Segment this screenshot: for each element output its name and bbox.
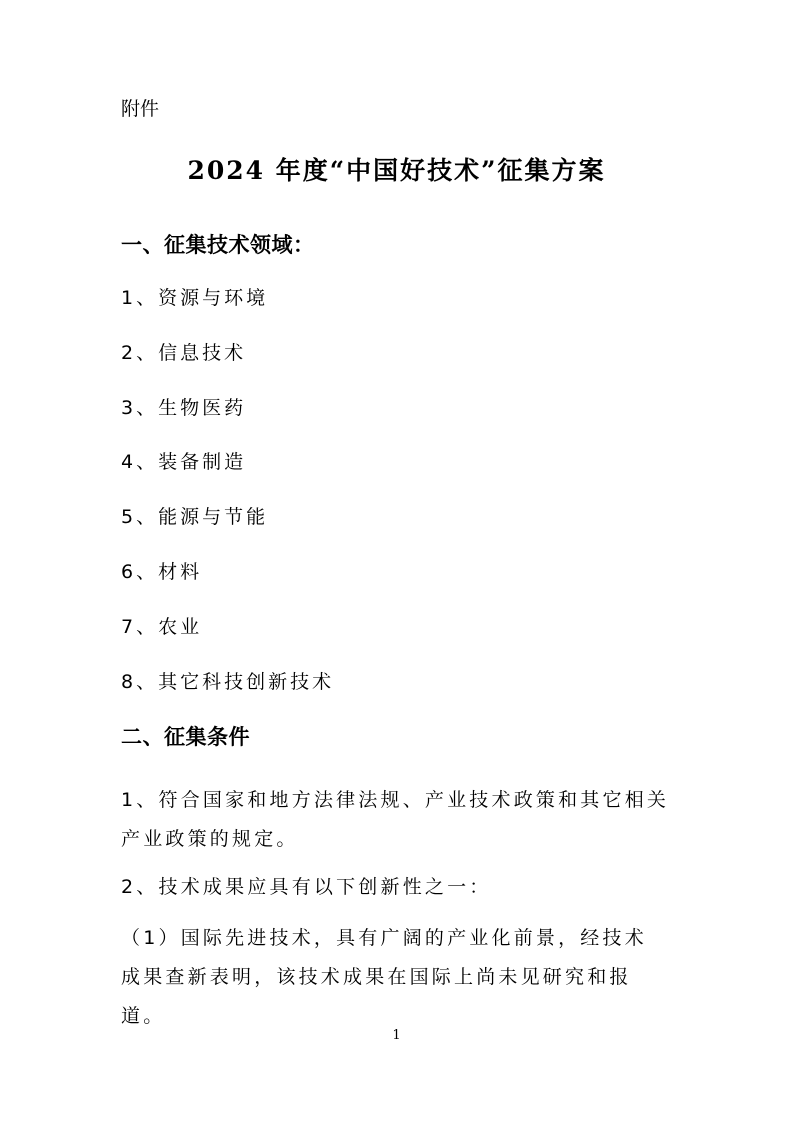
list-item-field-5: 5、能源与节能 [121,506,269,528]
attachment-label: 附件 [121,98,160,120]
list-item-field-2: 2、信息技术 [121,342,247,364]
condition-paragraph-2: 2、技术成果应具有以下创新性之一： [121,876,492,898]
list-item-field-7: 7、农业 [121,616,203,638]
list-item-field-4: 4、装备制造 [121,451,247,473]
document-title: 2024 年度“中国好技术”征集方案 [187,156,606,185]
list-item-field-8: 8、其它科技创新技术 [121,671,335,693]
condition-paragraph-1: 1、符合国家和地方法律法规、产业技术政策和其它相关产业政策的规定。 [121,789,670,850]
section-heading-fields: 一、征集技术领域： [121,233,315,257]
list-item-field-3: 3、生物医药 [121,397,247,419]
condition-paragraph-3: （1）国际先进技术，具有广阔的产业化前景，经技术成果查新表明，该技术成果在国际上尚未见研究和报道。 [121,927,647,1027]
page-number: 1 [392,1028,401,1043]
list-item-field-6: 6、材料 [121,561,203,583]
list-item-field-1: 1、资源与环境 [121,287,269,309]
section-heading-conditions: 二、征集条件 [121,725,250,749]
